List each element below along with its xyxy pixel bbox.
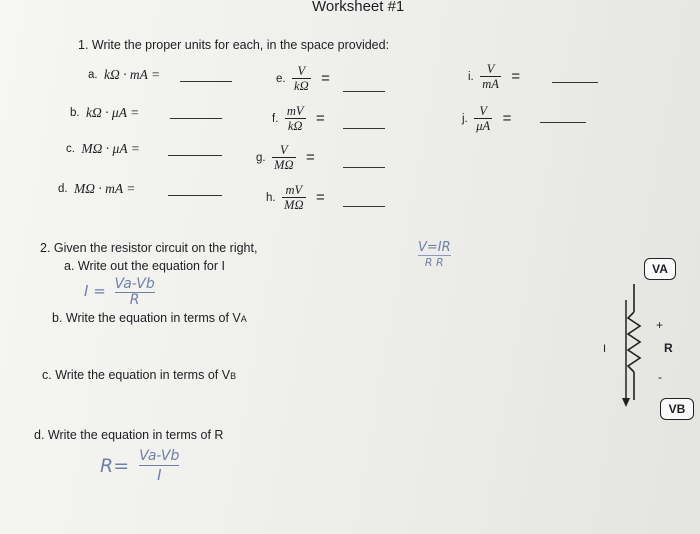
question-2d: d. Write the equation in terms of R <box>34 428 224 442</box>
item-h-equals: = <box>315 188 325 206</box>
item-f-denominator: kΩ <box>287 119 303 133</box>
item-h-numerator: mV <box>285 183 303 197</box>
item-e <box>276 64 336 93</box>
item-j-fraction <box>474 104 492 133</box>
plus-sign: + <box>656 318 664 332</box>
current-arrow-head <box>622 398 630 407</box>
item-i <box>468 62 526 91</box>
item-d-blank[interactable] <box>168 195 222 196</box>
answer-d-denominator: I <box>157 466 162 484</box>
item-e-label: e. <box>276 72 286 85</box>
answer-d-fraction <box>139 448 179 484</box>
item-h-denominator: MΩ <box>284 198 304 212</box>
item-b-blank[interactable] <box>170 118 222 119</box>
answer-a-numerator: Va-Vb <box>114 276 155 292</box>
item-c-expr: MΩ · μA = <box>81 141 140 156</box>
item-i-label: i. <box>468 70 474 83</box>
item-h-label: h. <box>266 191 276 204</box>
item-g-fraction <box>272 143 295 172</box>
item-h-blank[interactable] <box>343 206 385 207</box>
item-e-fraction <box>292 64 311 93</box>
item-f-numerator: mV <box>286 104 304 118</box>
item-a <box>88 66 160 84</box>
item-f <box>272 104 331 133</box>
item-c-blank[interactable] <box>168 155 222 156</box>
item-g <box>256 143 321 172</box>
item-j-blank[interactable] <box>540 122 586 123</box>
answer-a-fraction <box>115 276 155 307</box>
item-d-expr: MΩ · mA = <box>74 181 136 196</box>
ohms-law-note <box>418 240 451 269</box>
question-2c-text: c. Write the equation in terms of V <box>42 368 231 382</box>
item-f-equals: = <box>315 109 325 127</box>
node-va-box: VA <box>644 258 676 280</box>
item-d <box>58 180 135 198</box>
item-a-blank[interactable] <box>180 81 232 82</box>
item-d-label: d. <box>58 182 68 195</box>
current-label: I <box>603 343 607 355</box>
item-f-fraction <box>285 104 306 133</box>
answer-a-lhs: I = <box>84 282 106 300</box>
answer-a-denominator: R <box>129 292 140 308</box>
item-j <box>462 104 517 133</box>
item-f-label: f. <box>272 112 279 125</box>
item-e-numerator: V <box>297 64 306 78</box>
question-2a: a. Write out the equation for I <box>64 259 225 273</box>
answer-d-lhs: R= <box>100 455 130 477</box>
item-i-blank[interactable] <box>552 82 598 83</box>
item-g-equals: = <box>305 148 315 166</box>
item-g-label: g. <box>256 151 266 164</box>
item-i-fraction <box>480 62 501 91</box>
item-j-label: j. <box>462 112 468 125</box>
item-e-denominator: kΩ <box>294 79 309 93</box>
item-a-expr: kΩ · mA = <box>104 67 161 82</box>
answer-d-numerator: Va-Vb <box>139 448 180 464</box>
item-g-blank[interactable] <box>343 167 385 168</box>
item-i-equals: = <box>511 67 521 85</box>
item-c <box>66 140 140 158</box>
worksheet-title: Worksheet #1 <box>312 0 405 15</box>
question-2-prompt: 2. Given the resistor circuit on the right, <box>40 241 258 255</box>
item-j-equals: = <box>502 109 512 127</box>
question-2b-text: b. Write the equation in terms of V <box>52 311 241 325</box>
item-c-label: c. <box>66 142 75 155</box>
item-a-label: a. <box>88 68 98 81</box>
item-e-equals: = <box>321 69 330 87</box>
question-2c-subscript: B <box>230 371 237 381</box>
item-h-fraction <box>282 183 305 212</box>
item-b-label: b. <box>70 106 80 119</box>
question-1-prompt: 1. Write the proper units for each, in the space provided: <box>78 38 390 52</box>
item-i-numerator: V <box>486 62 495 76</box>
minus-sign: - <box>658 370 662 384</box>
item-g-denominator: MΩ <box>274 158 294 172</box>
item-j-numerator: V <box>479 104 487 118</box>
question-2b-subscript: A <box>240 314 247 324</box>
resistor-zigzag <box>628 312 640 372</box>
question-2c <box>42 368 236 382</box>
answer-d-handwriting <box>100 448 179 484</box>
resistor-label: R <box>664 341 673 355</box>
ohms-law-numerator: V=IR <box>418 240 451 255</box>
item-j-denominator: μA <box>476 119 491 133</box>
item-e-blank[interactable] <box>343 91 385 92</box>
item-f-blank[interactable] <box>343 128 385 129</box>
answer-a-handwriting <box>84 276 155 307</box>
item-i-denominator: mA <box>482 77 499 91</box>
item-b <box>70 104 139 122</box>
node-vb-box: VB <box>660 398 694 420</box>
question-2b <box>52 311 247 325</box>
item-g-numerator: V <box>279 143 288 157</box>
item-h <box>266 183 331 212</box>
ohms-law-fraction <box>418 240 451 269</box>
item-b-expr: kΩ · μA = <box>86 105 140 120</box>
ohms-law-denominator: R R <box>424 256 444 269</box>
